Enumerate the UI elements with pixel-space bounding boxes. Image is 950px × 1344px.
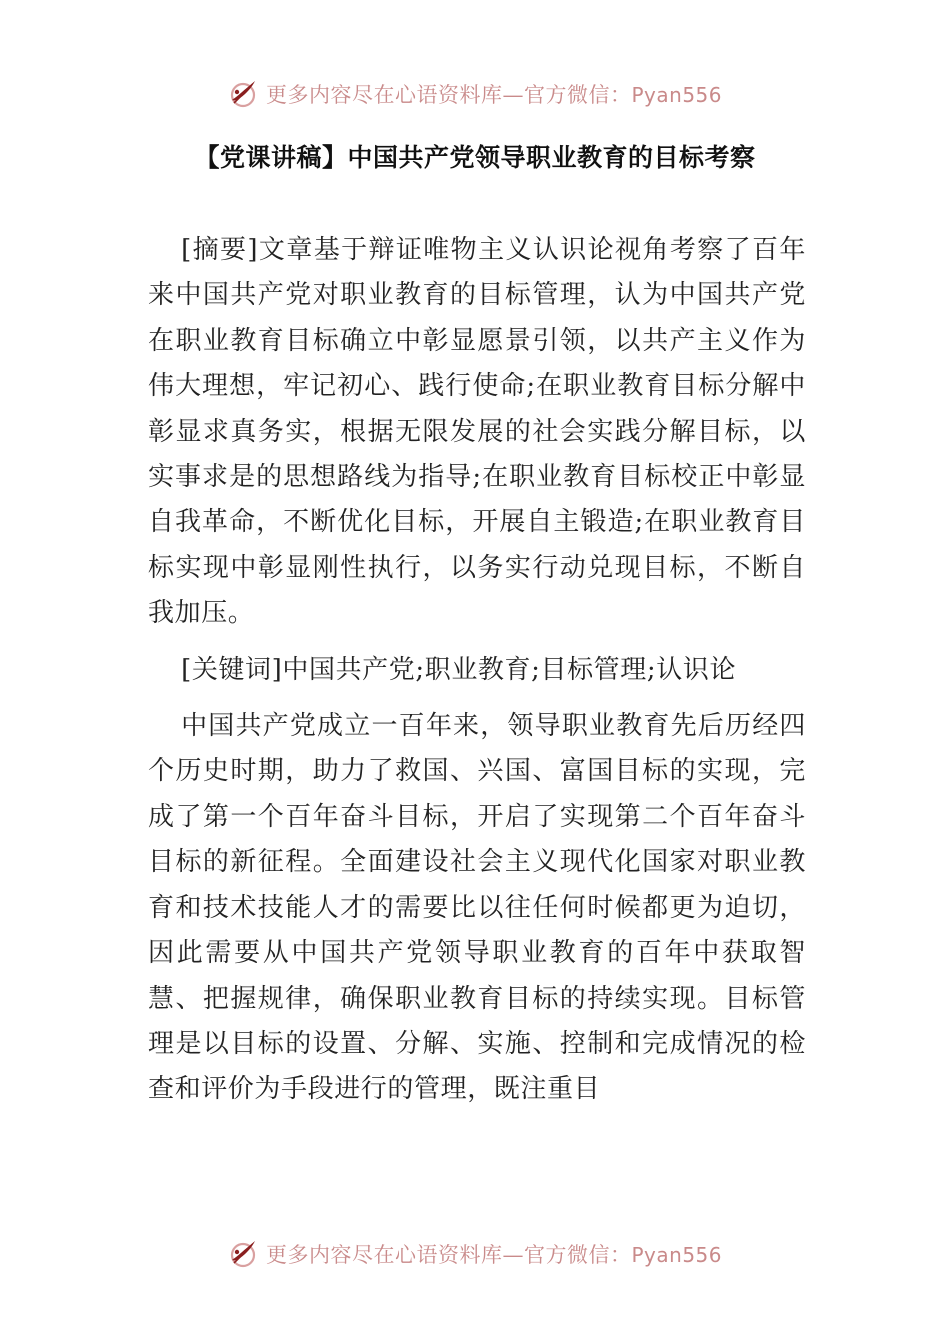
header-banner-dash: — [502, 83, 524, 107]
footer-banner-wx-id: Pyan556 [631, 1243, 722, 1267]
footer-banner [0, 1234, 950, 1274]
header-banner-wx-id: Pyan556 [631, 83, 722, 107]
feather-quill-logo-icon [228, 78, 260, 110]
header-banner [0, 74, 950, 114]
header-banner-main: 更多内容尽在心语资料库 [265, 83, 503, 107]
footer-banner-dash: — [502, 1243, 524, 1267]
footer-banner-wx-label: 官方微信： [523, 1243, 632, 1267]
body-paragraph: 中国共产党成立一百年来，领导职业教育先后历经四个历史时期，助力了救国、兴国、富国目标的实现，完成了第一个百年奋斗目标，开启了实现第二个百年奋斗目标的新征程。全面建设社会主义现代化国家对职业教育和技术技能人才的需要比以往任何时候都更为迫切，因此需要从中国共产党领导职业教育的百年中获取智慧、把握规律，确保职业教育目标的持续实现。目标管理是以目标的设置、分解、实施、控制和完成情况的检查和评价为手段进行的管理，既注重目 [148, 711, 806, 1105]
feather-quill-logo-icon [228, 1238, 260, 1270]
footer-banner-main: 更多内容尽在心语资料库 [265, 1243, 503, 1267]
header-banner-text [266, 79, 722, 109]
document-body [148, 228, 806, 1113]
header-banner-wx-label: 官方微信： [523, 83, 632, 107]
keywords-paragraph: [关键词]中国共产党;职业教育;目标管理;认识论 [181, 654, 737, 685]
document-title: 【党课讲稿】中国共产党领导职业教育的目标考察 [194, 143, 756, 172]
abstract-paragraph: [摘要]文章基于辩证唯物主义认识论视角考察了百年来中国共产党对职业教育的目标管理，认为中国共产党在职业教育目标确立中彰显愿景引领，以共产主义作为伟大理想，牢记初心、践行使命;在职业教育目标分解中彰显求真务实，根据无限发展的社会实践分解目标，以实事求是的思想路线为指导;在职业教育目标校正中彰显自我革命，不断优化目标，开展自主锻造;在职业教育目标实现中彰显刚性执行，以务实行动兑现目标，不断自我加压。 [148, 235, 806, 629]
footer-banner-text [266, 1239, 722, 1269]
